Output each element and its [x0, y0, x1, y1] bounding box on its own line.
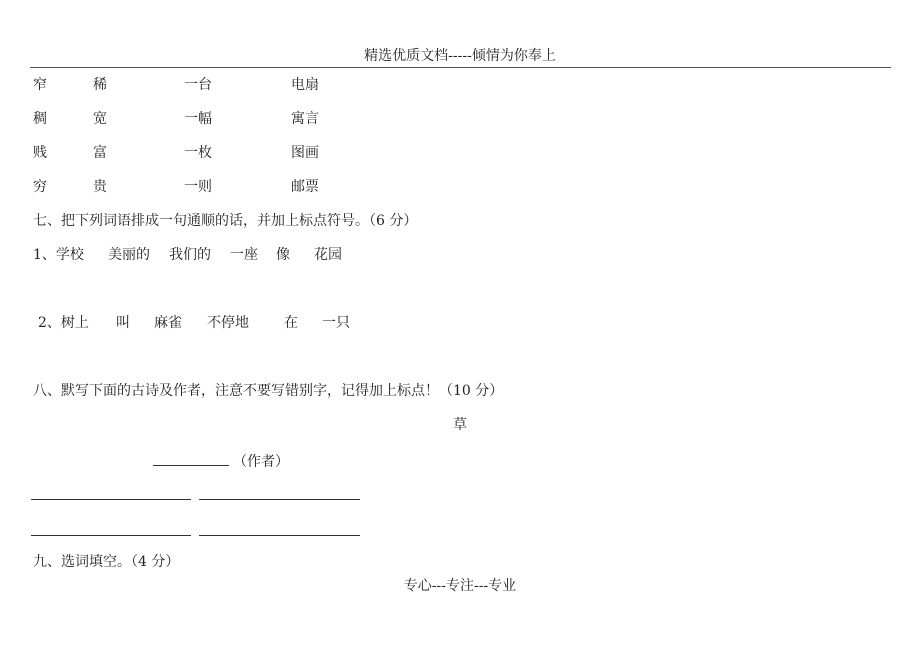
page-header: 精选优质文档-----倾情为你奉上	[364, 48, 556, 64]
poem-line-blank[interactable]	[31, 535, 191, 536]
cell: 富	[93, 145, 107, 161]
cell: 一台	[184, 77, 212, 93]
cell: 寓言	[291, 111, 319, 127]
cell: 稠	[33, 111, 47, 127]
word: 在	[284, 315, 298, 331]
cell: 邮票	[291, 179, 319, 195]
author-label: （作者）	[233, 454, 289, 470]
word: 我们的	[169, 247, 211, 263]
cell: 贵	[93, 179, 107, 195]
cell: 一则	[184, 179, 212, 195]
section-8-title: 八、默写下面的古诗及作者，注意不要写错别字，记得加上标点！（10 分）	[33, 383, 504, 399]
cell: 贱	[33, 145, 47, 161]
word: 花园	[314, 247, 342, 263]
cell: 电扇	[291, 77, 319, 93]
cell: 稀	[93, 77, 107, 93]
cell: 图画	[291, 145, 319, 161]
word: 一座	[230, 247, 258, 263]
word: 美丽的	[108, 247, 150, 263]
word: 麻雀	[154, 315, 182, 331]
section-9-title: 九、选词填空。（4 分）	[33, 554, 180, 570]
author-blank[interactable]	[153, 453, 229, 466]
word: 叫	[116, 315, 130, 331]
word: 1、学校	[33, 247, 84, 263]
section-7-title: 七、把下列词语排成一句通顺的话，并加上标点符号。（6 分）	[33, 213, 418, 229]
cell: 穷	[33, 179, 47, 195]
poem-line-blank[interactable]	[31, 499, 191, 500]
word: 不停地	[207, 315, 249, 331]
header-divider	[30, 67, 891, 68]
cell: 一枚	[184, 145, 212, 161]
cell: 宽	[93, 111, 107, 127]
poem-title: 草	[453, 417, 467, 433]
poem-line-blank[interactable]	[199, 499, 360, 500]
word: 像	[276, 247, 290, 263]
cell: 一幅	[184, 111, 212, 127]
word: 2、树上	[38, 315, 89, 331]
cell: 窄	[33, 77, 47, 93]
word: 一只	[322, 315, 350, 331]
page-footer: 专心---专注---专业	[403, 578, 517, 594]
poem-line-blank[interactable]	[199, 535, 360, 536]
author-line	[153, 453, 289, 469]
